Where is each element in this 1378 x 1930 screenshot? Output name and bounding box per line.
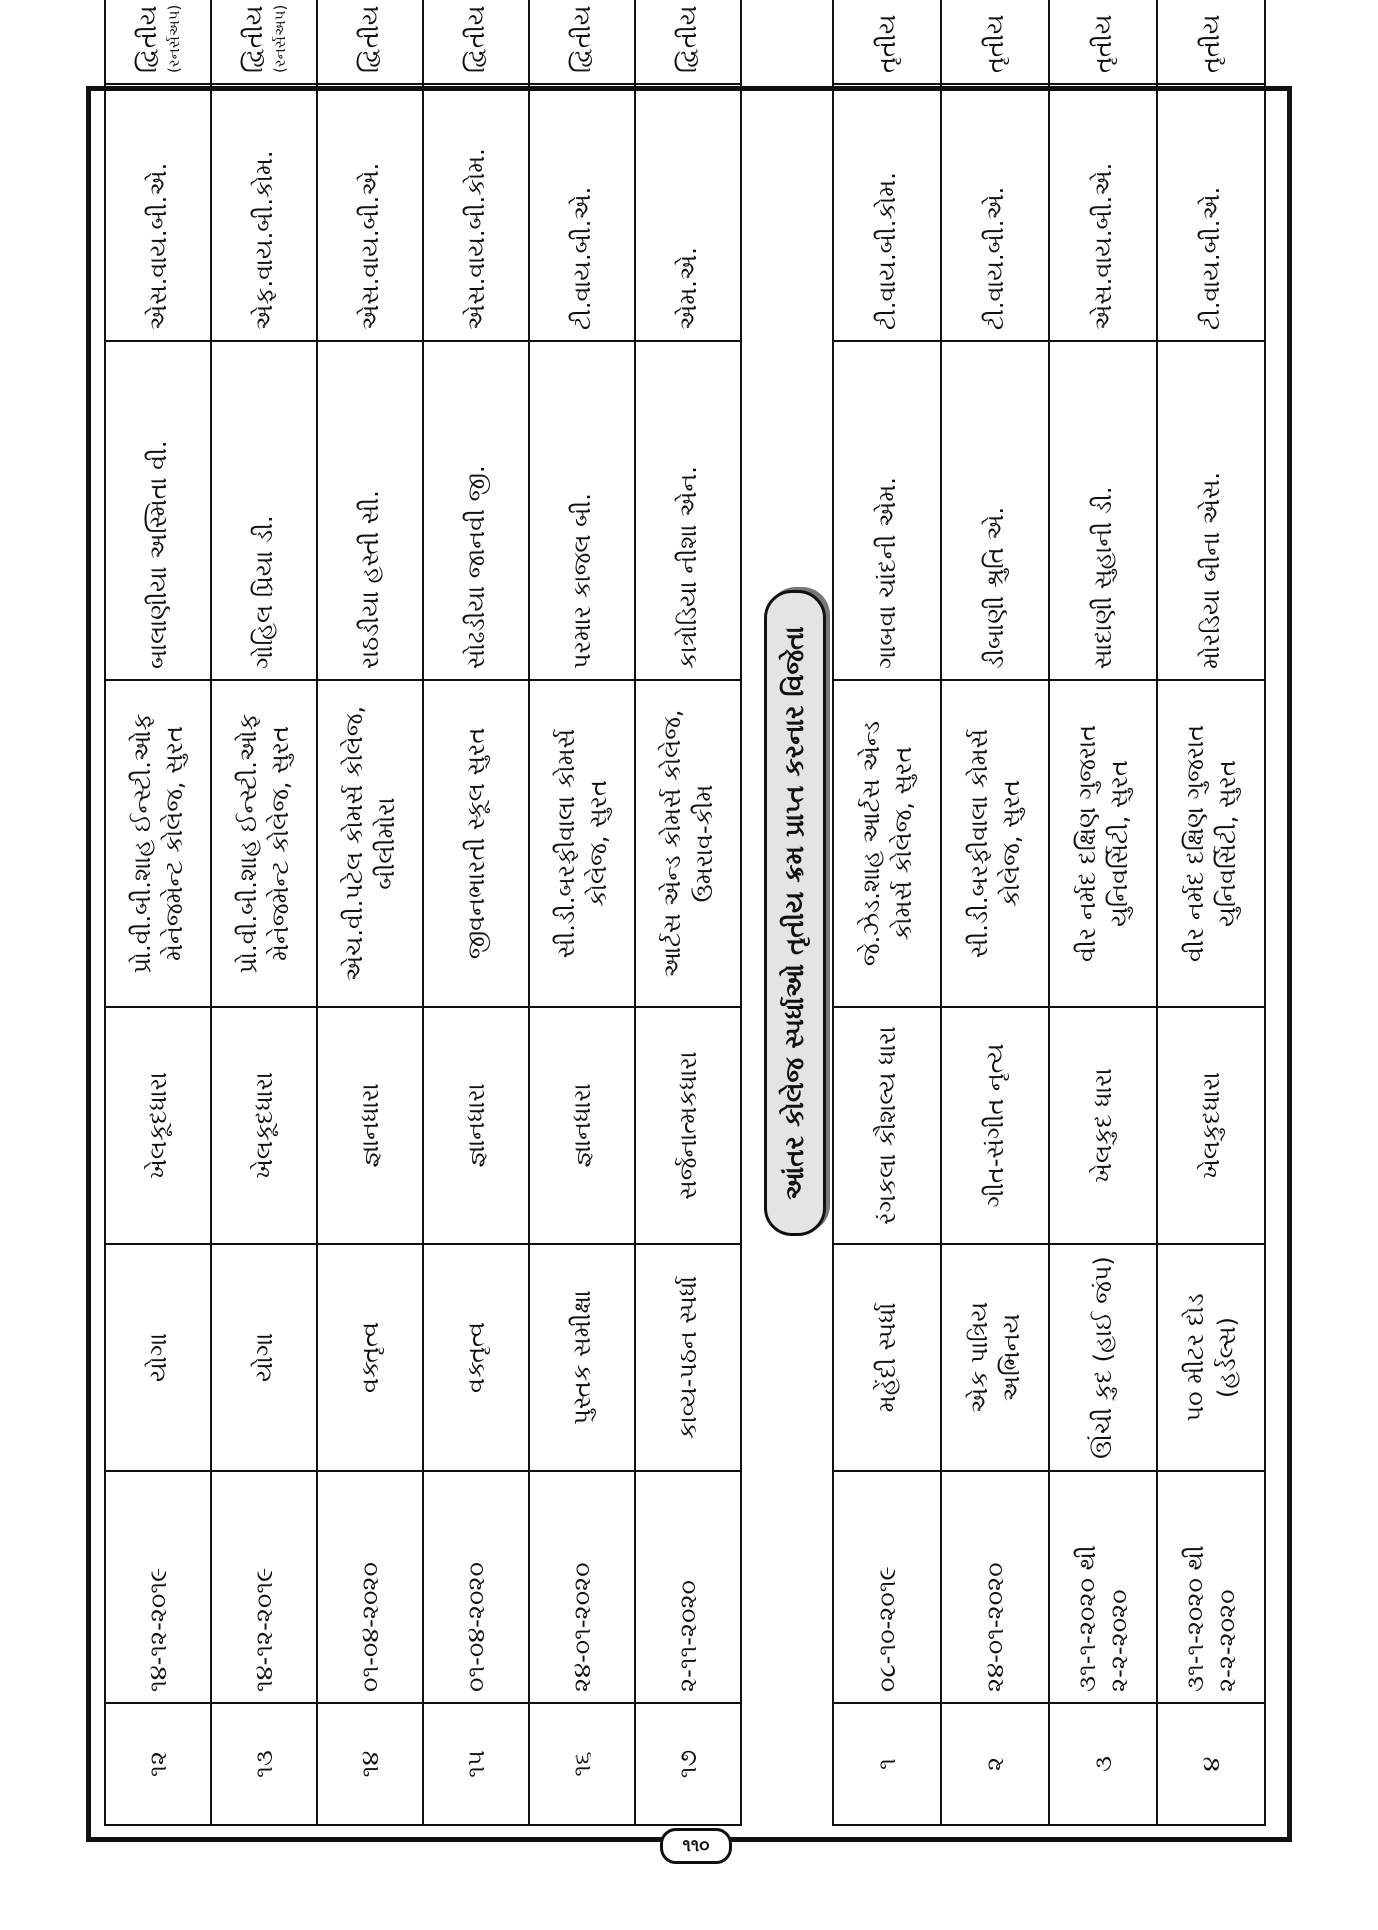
rank-note: (રનર્સઅપ): [165, 4, 184, 73]
student-name: મોરડિયા બીના એસ.: [1157, 341, 1265, 680]
student-class: ટી.વાય.બી.એ.: [1157, 84, 1265, 341]
event-date: ૦૧-૦૪-૨૦૨૦: [317, 1471, 423, 1703]
row-number: ૧૭: [635, 1703, 741, 1825]
table-row: [423, 0, 529, 1825]
student-class: એફ.વાય.બી.કોમ.: [211, 84, 317, 341]
rank-cell: [105, 0, 211, 84]
college-name: એચ.વી.પટેલ કોમર્સ કોલેજ, બીલીમોરા: [317, 680, 423, 1007]
rank-cell: [529, 0, 635, 84]
student-class: એમ.એ.: [635, 84, 741, 341]
row-number: ૧: [833, 1703, 941, 1825]
rotated-content: [104, 4, 1274, 1826]
event-date: ૨૪-૦૧-૨૦૨૦: [941, 1471, 1049, 1703]
event-name: એક પાત્રિય અભિનય: [941, 1244, 1049, 1471]
row-number: ૧૫: [423, 1703, 529, 1825]
table-row: [833, 0, 941, 1825]
table-row: [105, 0, 211, 1825]
student-name: રાઠડીયા હસ્તી સી.: [317, 341, 423, 680]
student-name: બાલાણીયા અસ્મિતા વી.: [105, 341, 211, 680]
event-date: ૩૧-૧-૨૦૨૦ થી ૨-૨-૨૦૨૦: [1157, 1471, 1265, 1703]
student-class: એસ.વાય.બી.કોમ.: [423, 84, 529, 341]
student-class: ટી.વાય.બી.એ.: [529, 84, 635, 341]
event-date: ૦૮-૧૦-૨૦૧૯: [833, 1471, 941, 1703]
event-name: યોગા: [105, 1244, 211, 1471]
event-name: ૫૦ મીટર દોડ (હર્ડલ્સ): [1157, 1244, 1265, 1471]
student-class: એસ.વાય.બી.એ.: [1049, 84, 1157, 341]
event-stream: ખેલકુદધારા: [1157, 1007, 1265, 1244]
student-class: એસ.વાય.બી.એ.: [105, 84, 211, 341]
student-name: ગોહિલ પ્રિયા ડી.: [211, 341, 317, 680]
student-class: ટી.વાય.બી.એ.: [941, 84, 1049, 341]
college-name: પ્રો.વી.બી.શાહ ઈન્સ્ટી.ઓફ મેનેજમેન્ટ કોલેજ, સુરત: [211, 680, 317, 1007]
event-name: પુસ્તક સમીક્ષા: [529, 1244, 635, 1471]
rank-label: દ્વિતીય: [567, 5, 596, 73]
student-name: પરમાર કાજલ બી.: [529, 341, 635, 680]
section-banner: આંતર કોલેજ સ્પર્ધાઓ તૃતીય ક્રમ પ્રાપ્ત કરનાર વિજેતા: [764, 590, 826, 1236]
row-number: ૩: [1049, 1703, 1157, 1825]
student-class: એસ.વાય.બી.એ.: [317, 84, 423, 341]
table-row: [529, 0, 635, 1825]
page-number: ૧૧૦: [660, 1828, 732, 1864]
college-name: જે.ઝેડ.શાહ આર્ટસ એન્ડ કોમર્સ કોલેજ, સુરત: [833, 680, 941, 1007]
rank-cell: [317, 0, 423, 84]
event-stream: સર્જનાત્મકધારા: [635, 1007, 741, 1244]
college-name: આર્ટસ એન્ડ કોમર્સ કોલેજ, ઉમરાવ-કીમ: [635, 680, 741, 1007]
student-name: ગાબવા ચાંદની એમ.: [833, 341, 941, 680]
row-number: ૧૪: [317, 1703, 423, 1825]
event-name: યોગા: [211, 1244, 317, 1471]
table-row: [211, 0, 317, 1825]
student-name: સોઢડીયા જાનવી જી.: [423, 341, 529, 680]
second-place-table: [104, 0, 742, 1826]
student-name: સાદાણી સુહાની ડી.: [1049, 341, 1157, 680]
rank-label: દ્વિતીય: [461, 5, 490, 73]
rank-label: દ્વિતીય: [673, 5, 702, 73]
student-name: ડીબાણી શ્રુતિ એ.: [941, 341, 1049, 680]
event-date: ૨૪-૦૧-૨૦૨૦: [529, 1471, 635, 1703]
college-name: જીવનભારતી સ્કૂલ સુરત: [423, 680, 529, 1007]
third-place-table: [832, 0, 1266, 1826]
table-row: [941, 0, 1049, 1825]
rank-label: દ્વિતીય: [355, 5, 384, 73]
college-name: સી.ડી.બરફીવાલા કોમર્સ કોલેજ, સુરત: [529, 680, 635, 1007]
row-number: ૧૨: [105, 1703, 211, 1825]
row-number: ૧૬: [529, 1703, 635, 1825]
event-stream: ખેલકુદ ધારા: [1049, 1007, 1157, 1244]
table-row: [317, 0, 423, 1825]
event-date: ૩૧-૧-૨૦૨૦ થી ૨-૨-૨૦૨૦: [1049, 1471, 1157, 1703]
rank-label: તૃતીય: [1049, 0, 1157, 84]
rank-label: દ્વિતીય: [239, 5, 268, 73]
table-row: [1049, 0, 1157, 1825]
event-name: મહેંદી સ્પર્ધા: [833, 1244, 941, 1471]
event-name: વક્તૃત્વ: [423, 1244, 529, 1471]
college-name: સી.ડી.બરફીવાલા કોમર્સ કોલેજ, સુરત: [941, 680, 1049, 1007]
college-name: વીર નર્મદ દક્ષિણ ગુજરાત યુનિવર્સિટી, સુરત: [1157, 680, 1265, 1007]
table-row: [635, 0, 741, 1825]
student-name: કાત્રોડિયા નીશા એન.: [635, 341, 741, 680]
rank-cell: [635, 0, 741, 84]
event-stream: જ્ઞાનધારા: [423, 1007, 529, 1244]
college-name: પ્રો.વી.બી.શાહ ઈન્સ્ટી.ઓફ મેનેજમેન્ટ કોલેજ, સુરત: [105, 680, 211, 1007]
event-stream: જ્ઞાનધારા: [317, 1007, 423, 1244]
student-class: ટી.વાય.બી.કોમ.: [833, 84, 941, 341]
event-name: કાવ્ય-પઠન સ્પર્ધા: [635, 1244, 741, 1471]
rank-label: તૃતીય: [1157, 0, 1265, 84]
event-stream: ખેલકૂદધારા: [105, 1007, 211, 1244]
rank-cell: [211, 0, 317, 84]
event-date: ૧૪-૧૨-૨૦૧૯: [105, 1471, 211, 1703]
event-date: ૨-૧૧-૨૦૨૦: [635, 1471, 741, 1703]
rank-label: તૃતીય: [833, 0, 941, 84]
table-row: [1157, 0, 1265, 1825]
event-stream: ખેલકૂદધારા: [211, 1007, 317, 1244]
event-name: વક્તૃત્વ: [317, 1244, 423, 1471]
event-stream: ગીત-સંગીત નૃત્ય: [941, 1007, 1049, 1244]
rank-cell: [423, 0, 529, 84]
event-date: ૧૪-૧૨-૨૦૧૯: [211, 1471, 317, 1703]
row-number: ૪: [1157, 1703, 1265, 1825]
college-name: વીર નર્મદ દક્ષિણ ગુજરાત યુનિવર્સિટી, સુરત: [1049, 680, 1157, 1007]
event-name: ઊંચી કુદ (હાઈ જંપ): [1049, 1244, 1157, 1471]
row-number: ૨: [941, 1703, 1049, 1825]
rank-label: દ્વિતીય: [133, 5, 162, 73]
rank-label: તૃતીય: [941, 0, 1049, 84]
rank-note: (રનર્સઅપ): [271, 4, 290, 73]
event-stream: રંગકલા કૌશલ્ય ધારા: [833, 1007, 941, 1244]
event-date: ૦૧-૦૪-૨૦૨૦: [423, 1471, 529, 1703]
event-stream: જ્ઞાનધારા: [529, 1007, 635, 1244]
row-number: ૧૩: [211, 1703, 317, 1825]
